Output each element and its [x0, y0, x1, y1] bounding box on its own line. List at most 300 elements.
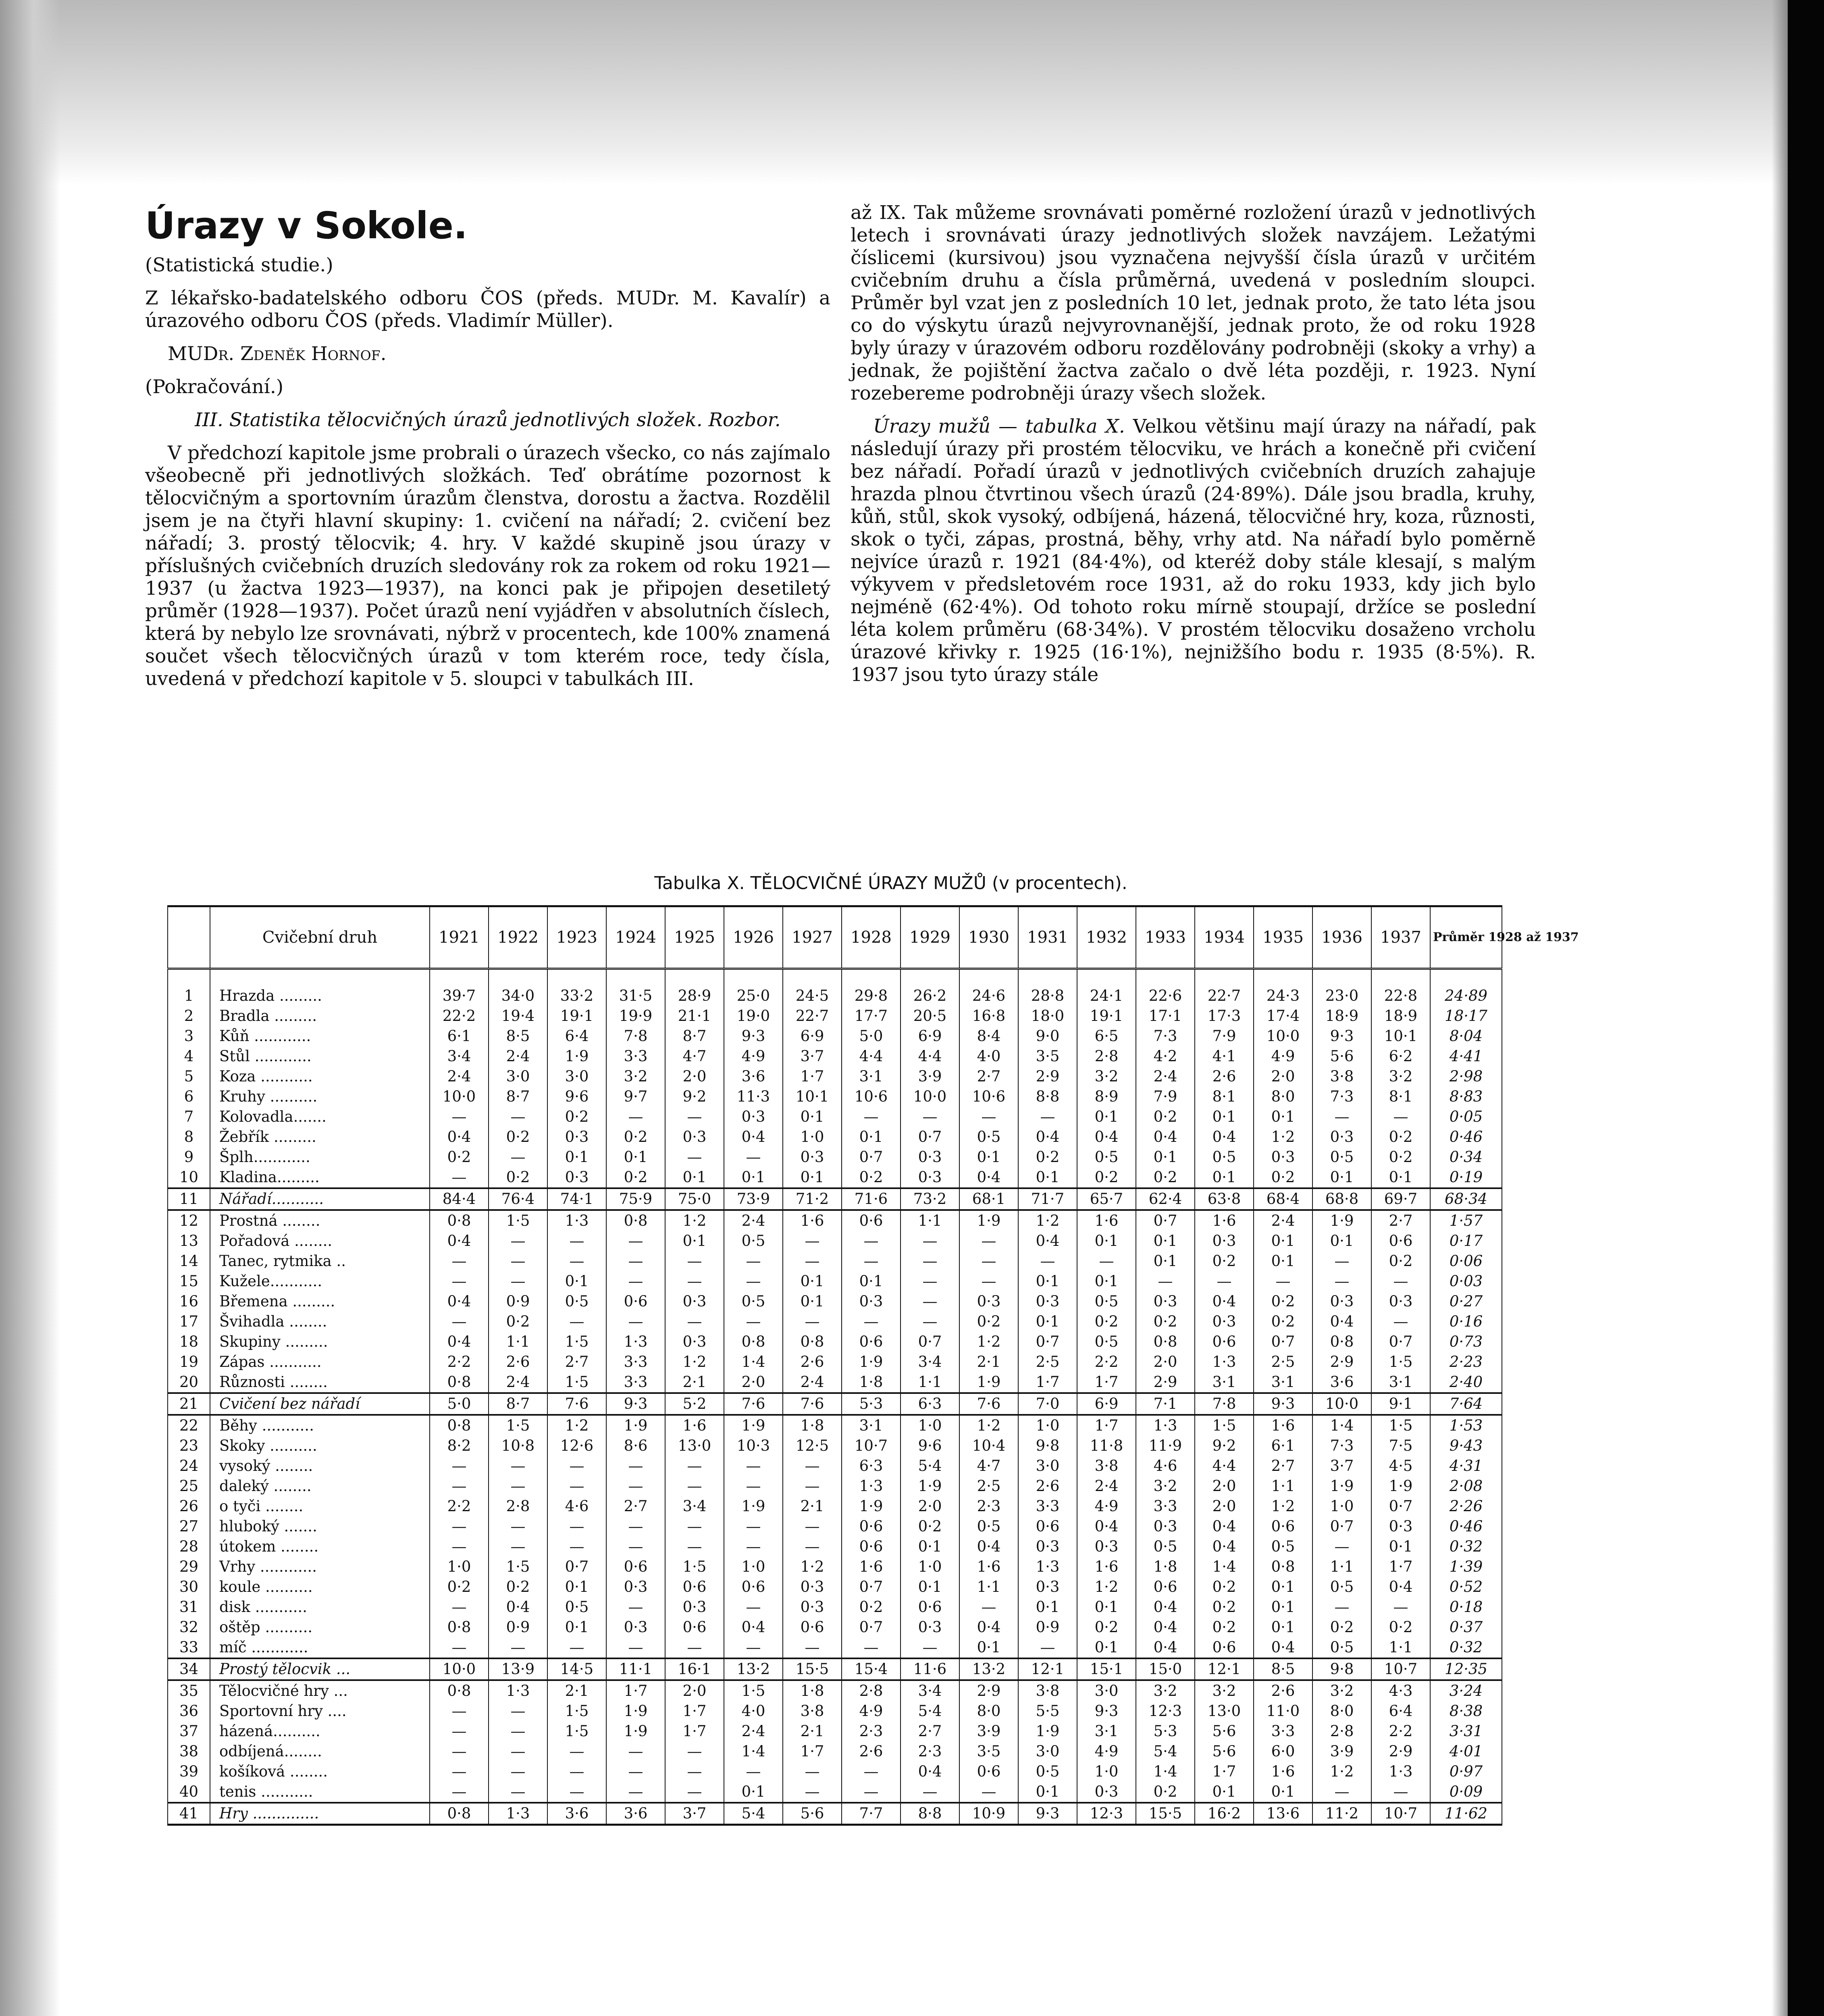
- cell-value: 69·7: [1371, 1188, 1430, 1210]
- cell-value: 0·8: [606, 1210, 665, 1231]
- cell-value: 0·2: [430, 1577, 489, 1597]
- header-year: 1924: [606, 906, 665, 969]
- cell-value: 5·4: [1136, 1741, 1195, 1762]
- cell-value: —: [606, 1107, 665, 1127]
- cell-value: 18·9: [1312, 1006, 1371, 1026]
- cell-value: 2·2: [430, 1496, 489, 1516]
- cell-value: —: [606, 1251, 665, 1271]
- cell-value: 2·6: [783, 1352, 842, 1372]
- cell-average: 0·17: [1430, 1231, 1502, 1251]
- cell-value: 3·4: [665, 1496, 724, 1516]
- cell-value: 0·3: [665, 1597, 724, 1617]
- table-header-row: [168, 906, 1502, 969]
- cell-value: 0·3: [665, 1291, 724, 1312]
- cell-value: 4·0: [959, 1046, 1018, 1066]
- cell-value: 1·7: [606, 1680, 665, 1701]
- cell-value: 3·1: [1371, 1372, 1430, 1393]
- cell-value: —: [606, 1476, 665, 1496]
- cell-value: 0·6: [1371, 1231, 1430, 1251]
- cell-value: 3·8: [1018, 1680, 1077, 1701]
- header-year: 1933: [1136, 906, 1195, 969]
- cell-value: 3·0: [1077, 1680, 1136, 1701]
- cell-value: —: [901, 1271, 959, 1291]
- cell-value: 1·5: [547, 1332, 606, 1352]
- cell-value: 0·2: [606, 1167, 665, 1188]
- row-number: 12: [168, 1210, 210, 1231]
- cell-value: 0·4: [430, 1231, 489, 1251]
- cell-value: 2·3: [901, 1741, 959, 1762]
- cell-value: 0·7: [842, 1577, 901, 1597]
- cell-value: 1·2: [547, 1415, 606, 1436]
- cell-value: 13·0: [1195, 1701, 1254, 1721]
- cell-value: 1·9: [724, 1496, 783, 1516]
- cell-value: 3·7: [665, 1803, 724, 1825]
- cell-value: 0·1: [547, 1577, 606, 1597]
- cell-value: —: [959, 1231, 1018, 1251]
- cell-value: 0·3: [547, 1167, 606, 1188]
- header-year: 1929: [901, 906, 959, 969]
- cell-value: 1·9: [606, 1701, 665, 1721]
- cell-value: 5·6: [1195, 1741, 1254, 1762]
- cell-value: 3·1: [1195, 1372, 1254, 1393]
- cell-value: —: [1195, 1271, 1254, 1291]
- cell-value: 4·7: [665, 1046, 724, 1066]
- row-number: 13: [168, 1231, 210, 1251]
- cell-value: 1·5: [547, 1721, 606, 1741]
- row-label: odbíjená........: [210, 1741, 430, 1762]
- cell-value: —: [489, 1782, 547, 1803]
- cell-average: 4·31: [1430, 1456, 1502, 1476]
- cell-value: 1·0: [1077, 1762, 1136, 1782]
- cell-value: 9·2: [1195, 1436, 1254, 1456]
- cell-value: —: [547, 1251, 606, 1271]
- cell-value: 8·7: [665, 1026, 724, 1046]
- cell-value: 20·5: [901, 1006, 959, 1026]
- cell-value: 3·2: [1077, 1066, 1136, 1087]
- cell-value: 73·9: [724, 1188, 783, 1210]
- cell-value: 0·1: [1371, 1167, 1430, 1188]
- cell-value: 1·9: [547, 1046, 606, 1066]
- cell-average: 9·43: [1430, 1436, 1502, 1456]
- cell-value: 1·9: [1018, 1721, 1077, 1741]
- cell-value: 0·7: [1371, 1496, 1430, 1516]
- cell-value: —: [724, 1516, 783, 1537]
- cell-value: —: [430, 1167, 489, 1188]
- cell-value: —: [665, 1147, 724, 1167]
- row-number: 1: [168, 969, 210, 1006]
- cell-average: 2·40: [1430, 1372, 1502, 1393]
- cell-value: 2·5: [1254, 1352, 1312, 1372]
- cell-value: —: [1077, 1251, 1136, 1271]
- cell-value: 8·0: [959, 1701, 1018, 1721]
- cell-value: 0·2: [489, 1312, 547, 1332]
- cell-value: 0·3: [1371, 1291, 1430, 1312]
- cell-value: 9·6: [901, 1436, 959, 1456]
- cell-value: 1·3: [1371, 1762, 1430, 1782]
- cell-value: 0·5: [1254, 1537, 1312, 1557]
- right-paragraph-2: [851, 415, 1536, 686]
- cell-value: 1·5: [665, 1557, 724, 1577]
- header-year: 1931: [1018, 906, 1077, 969]
- cell-value: 0·1: [606, 1147, 665, 1167]
- article-subtitle: (Statistická studie.): [145, 254, 333, 276]
- cell-value: 2·4: [783, 1372, 842, 1393]
- cell-value: 71·7: [1018, 1188, 1077, 1210]
- cell-value: 2·4: [1077, 1476, 1136, 1496]
- cell-value: —: [1254, 1271, 1312, 1291]
- table-row: [168, 1597, 1502, 1617]
- cell-value: 0·2: [1254, 1167, 1312, 1188]
- cell-value: 0·8: [430, 1803, 489, 1825]
- row-label: Šplh............: [210, 1147, 430, 1167]
- cell-value: 0·1: [1254, 1231, 1312, 1251]
- cell-value: 5·4: [724, 1803, 783, 1825]
- cell-value: 0·3: [901, 1147, 959, 1167]
- cell-value: 1·3: [1195, 1352, 1254, 1372]
- cell-value: 3·2: [1136, 1680, 1195, 1701]
- row-number: 34: [168, 1658, 210, 1680]
- cell-value: 0·1: [1136, 1251, 1195, 1271]
- cell-value: 84·4: [430, 1188, 489, 1210]
- cell-value: 0·7: [842, 1147, 901, 1167]
- row-label: Kolovadla.......: [210, 1107, 430, 1127]
- cell-value: 9·6: [547, 1087, 606, 1107]
- cell-value: 0·6: [1136, 1577, 1195, 1597]
- cell-average: 0·73: [1430, 1332, 1502, 1352]
- cell-value: 9·3: [606, 1393, 665, 1415]
- row-label: Tělocvičné hry ...: [210, 1680, 430, 1701]
- cell-value: 0·1: [1195, 1782, 1254, 1803]
- cell-value: 10·8: [489, 1436, 547, 1456]
- cell-value: 1·5: [1195, 1415, 1254, 1436]
- cell-average: 0·32: [1430, 1637, 1502, 1658]
- cell-average: 0·06: [1430, 1251, 1502, 1271]
- cell-value: —: [489, 1231, 547, 1251]
- cell-value: 4·0: [724, 1701, 783, 1721]
- table-row: [168, 1680, 1502, 1701]
- cell-value: 13·6: [1254, 1803, 1312, 1825]
- row-label: hluboký .......: [210, 1516, 430, 1537]
- article-title: Úrazy v Sokole.: [145, 204, 468, 247]
- cell-value: 1·6: [959, 1557, 1018, 1577]
- cell-value: 0·5: [1018, 1762, 1077, 1782]
- cell-value: 0·5: [1312, 1147, 1371, 1167]
- cell-value: 0·2: [1254, 1312, 1312, 1332]
- cell-value: 2·6: [1018, 1476, 1077, 1496]
- cell-value: 0·6: [842, 1537, 901, 1557]
- cell-value: —: [783, 1312, 842, 1332]
- cell-average: 7·64: [1430, 1393, 1502, 1415]
- right-column: [851, 202, 1536, 697]
- cell-value: 3·3: [1136, 1496, 1195, 1516]
- cell-value: 3·0: [489, 1066, 547, 1087]
- cell-value: —: [959, 1107, 1018, 1127]
- row-number: 30: [168, 1577, 210, 1597]
- row-label: Zápas ...........: [210, 1352, 430, 1372]
- table-row: [168, 1231, 1502, 1251]
- cell-value: 1·3: [842, 1476, 901, 1496]
- cell-value: 3·2: [606, 1066, 665, 1087]
- cell-value: 25·0: [724, 969, 783, 1006]
- cell-value: 6·9: [901, 1026, 959, 1046]
- cell-value: —: [606, 1782, 665, 1803]
- cell-value: 2·0: [901, 1496, 959, 1516]
- cell-value: 5·6: [1312, 1046, 1371, 1066]
- cell-value: —: [1018, 1107, 1077, 1127]
- cell-value: 0·8: [430, 1617, 489, 1637]
- cell-value: 7·3: [1136, 1026, 1195, 1046]
- cell-value: —: [547, 1741, 606, 1762]
- cell-value: —: [547, 1762, 606, 1782]
- cell-value: 1·9: [724, 1415, 783, 1436]
- cell-value: 0·9: [489, 1291, 547, 1312]
- cell-value: —: [842, 1312, 901, 1332]
- cell-value: —: [430, 1516, 489, 1537]
- cell-value: 1·4: [724, 1741, 783, 1762]
- cell-value: 8·6: [606, 1436, 665, 1456]
- cell-value: 1·6: [1077, 1210, 1136, 1231]
- table-row: [168, 1127, 1502, 1147]
- cell-value: 0·3: [665, 1332, 724, 1352]
- cell-value: 2·1: [547, 1680, 606, 1701]
- cell-value: 0·3: [1018, 1577, 1077, 1597]
- cell-value: —: [783, 1251, 842, 1271]
- cell-value: 1·9: [606, 1721, 665, 1741]
- cell-value: 1·8: [842, 1372, 901, 1393]
- cell-value: 0·2: [1136, 1312, 1195, 1332]
- cell-value: —: [606, 1537, 665, 1557]
- cell-value: 7·6: [547, 1393, 606, 1415]
- cell-value: 62·4: [1136, 1188, 1195, 1210]
- cell-value: 0·1: [783, 1291, 842, 1312]
- left-paragraph: V předchozí kapitole jsme probrali o úrazech všecko, co nás zajímalo všeobecně při jednotlivých složkách. Teď obrátíme pozornost k tělocvičným a sportovním úrazům členstva, dorostu a žactva. Rozdělil jsem je na čtyři hlavní skupiny: 1. cvičení na nářadí; 2. cvičení bez nářadí; 3. prostý tělocvik; 4. hry. V každé skupině jsou úrazy v příslušných cvičebních druzích sledovány rok za rokem od roku 1921—1937 (u žactva 1923—1937), na konci pak je připojen desetiletý průměr (1928—1937). Počet úrazů není vyjádřen v absolutních číslech, která by nebylo lze srovnávati, nýbrž v procentech, kde 100% znamená součet všech tělocvičných úrazů v tom kterém roce, tedy čísla, uvedená v předchozí kapitole v 5. sloupci v tabulkách III.: [145, 442, 830, 690]
- cell-value: 73·2: [901, 1188, 959, 1210]
- cell-value: 0·7: [1136, 1210, 1195, 1231]
- cell-value: 0·2: [1195, 1597, 1254, 1617]
- cell-value: 0·6: [1018, 1516, 1077, 1537]
- cell-value: 0·1: [1077, 1271, 1136, 1291]
- cell-value: —: [665, 1456, 724, 1476]
- cell-value: 10·0: [430, 1658, 489, 1680]
- cell-value: —: [842, 1637, 901, 1658]
- row-label: Bradla .........: [210, 1006, 430, 1026]
- cell-value: 71·6: [842, 1188, 901, 1210]
- cell-value: —: [901, 1231, 959, 1251]
- table-caption: Tabulka X. TĚLOCVIČNÉ ÚRAZY MUŽŮ (v procentech).: [654, 873, 1127, 893]
- cell-value: 2·1: [783, 1496, 842, 1516]
- cell-value: 12·5: [783, 1436, 842, 1456]
- cell-value: —: [724, 1251, 783, 1271]
- cell-value: —: [430, 1701, 489, 1721]
- cell-value: 3·5: [959, 1741, 1018, 1762]
- cell-value: 0·3: [1312, 1127, 1371, 1147]
- cell-value: 12·3: [1077, 1803, 1136, 1825]
- table-row: [168, 1046, 1502, 1066]
- cell-value: 6·2: [1371, 1046, 1430, 1066]
- cell-value: 10·0: [901, 1087, 959, 1107]
- cell-value: 2·9: [1136, 1372, 1195, 1393]
- table-row: [168, 1332, 1502, 1352]
- cell-value: 0·2: [1136, 1782, 1195, 1803]
- row-number: 19: [168, 1352, 210, 1372]
- cell-value: 2·4: [724, 1721, 783, 1741]
- cell-value: —: [547, 1476, 606, 1496]
- cell-average: 18·17: [1430, 1006, 1502, 1026]
- cell-value: 1·3: [547, 1210, 606, 1231]
- row-number: 11: [168, 1188, 210, 1210]
- cell-value: 0·4: [1195, 1127, 1254, 1147]
- cell-value: 2·5: [959, 1476, 1018, 1496]
- cell-average: 1·53: [1430, 1415, 1502, 1436]
- cell-value: —: [430, 1312, 489, 1332]
- cell-value: 10·0: [430, 1087, 489, 1107]
- cell-value: 16·2: [1195, 1803, 1254, 1825]
- cell-value: 4·6: [547, 1496, 606, 1516]
- cell-value: 76·4: [489, 1188, 547, 1210]
- table-row: [168, 1352, 1502, 1372]
- cell-value: 0·1: [1077, 1231, 1136, 1251]
- row-label: Skupiny .........: [210, 1332, 430, 1352]
- cell-value: 7·7: [842, 1803, 901, 1825]
- cell-value: 2·6: [1195, 1066, 1254, 1087]
- cell-value: —: [665, 1782, 724, 1803]
- cell-average: 8·83: [1430, 1087, 1502, 1107]
- cell-value: 0·5: [1077, 1147, 1136, 1167]
- cell-value: 0·9: [489, 1617, 547, 1637]
- cell-value: 2·6: [489, 1352, 547, 1372]
- cell-value: 0·3: [1371, 1516, 1430, 1537]
- cell-value: 6·3: [842, 1456, 901, 1476]
- cell-value: 11·6: [901, 1658, 959, 1680]
- cell-average: 0·46: [1430, 1516, 1502, 1537]
- row-label: Běhy ...........: [210, 1415, 430, 1436]
- row-number: 31: [168, 1597, 210, 1617]
- cell-value: 0·6: [783, 1617, 842, 1637]
- cell-value: —: [724, 1312, 783, 1332]
- cell-value: 13·2: [959, 1658, 1018, 1680]
- cell-value: 0·2: [606, 1127, 665, 1147]
- cell-value: 10·1: [1371, 1026, 1430, 1046]
- cell-value: 22·6: [1136, 969, 1195, 1006]
- cell-value: 3·2: [1195, 1680, 1254, 1701]
- cell-value: 0·4: [1077, 1127, 1136, 1147]
- row-label: Břemena .........: [210, 1291, 430, 1312]
- cell-value: 10·7: [842, 1436, 901, 1456]
- cell-value: 1·9: [842, 1496, 901, 1516]
- cell-value: —: [783, 1537, 842, 1557]
- cell-value: —: [724, 1537, 783, 1557]
- cell-value: —: [724, 1637, 783, 1658]
- cell-value: 4·4: [842, 1046, 901, 1066]
- cell-average: 0·37: [1430, 1617, 1502, 1637]
- cell-value: 1·5: [489, 1557, 547, 1577]
- cell-value: —: [665, 1637, 724, 1658]
- cell-value: —: [606, 1741, 665, 1762]
- cell-value: 0·2: [430, 1147, 489, 1167]
- cell-average: 12·35: [1430, 1658, 1502, 1680]
- cell-value: 1·5: [489, 1210, 547, 1231]
- cell-value: —: [1312, 1597, 1371, 1617]
- cell-value: 0·3: [1077, 1537, 1136, 1557]
- cell-value: 1·9: [959, 1372, 1018, 1393]
- row-number: 40: [168, 1782, 210, 1803]
- cell-value: —: [430, 1271, 489, 1291]
- cell-value: 1·1: [1371, 1637, 1430, 1658]
- cell-value: 0·9: [1018, 1617, 1077, 1637]
- cell-value: —: [901, 1312, 959, 1332]
- scan-shadow-left: [0, 0, 60, 2016]
- header-year: 1925: [665, 906, 724, 969]
- cell-value: 4·9: [1254, 1046, 1312, 1066]
- row-label: Tanec, rytmika ..: [210, 1251, 430, 1271]
- cell-value: 9·3: [724, 1026, 783, 1046]
- cell-value: 1·0: [724, 1557, 783, 1577]
- cell-value: 8·7: [489, 1087, 547, 1107]
- table-row: [168, 1762, 1502, 1782]
- cell-value: 0·8: [1312, 1332, 1371, 1352]
- cell-value: 1·3: [489, 1803, 547, 1825]
- cell-value: 0·3: [724, 1107, 783, 1127]
- cell-value: 0·1: [547, 1147, 606, 1167]
- cell-value: 68·1: [959, 1188, 1018, 1210]
- cell-value: —: [430, 1476, 489, 1496]
- cell-value: 1·1: [901, 1372, 959, 1393]
- cell-value: —: [724, 1476, 783, 1496]
- cell-value: —: [842, 1251, 901, 1271]
- cell-value: 24·3: [1254, 969, 1312, 1006]
- header-year: 1927: [783, 906, 842, 969]
- cell-value: 0·3: [1077, 1782, 1136, 1803]
- row-label: Kůň ............: [210, 1026, 430, 1046]
- cell-value: 0·6: [842, 1332, 901, 1352]
- cell-value: 3·7: [783, 1046, 842, 1066]
- row-label: Cvičení bez nářadí: [210, 1393, 430, 1415]
- cell-value: 6·5: [1077, 1026, 1136, 1046]
- cell-value: 0·5: [1077, 1291, 1136, 1312]
- cell-average: 2·08: [1430, 1476, 1502, 1496]
- cell-value: 0·2: [1018, 1147, 1077, 1167]
- row-label: Žebřík .........: [210, 1127, 430, 1147]
- cell-value: —: [1371, 1597, 1430, 1617]
- cell-value: 4·9: [724, 1046, 783, 1066]
- cell-value: 2·1: [959, 1352, 1018, 1372]
- cell-value: 1·0: [1312, 1496, 1371, 1516]
- cell-value: 0·1: [724, 1782, 783, 1803]
- cell-value: 0·6: [665, 1617, 724, 1637]
- cell-value: 0·1: [1254, 1782, 1312, 1803]
- cell-value: 0·4: [1195, 1291, 1254, 1312]
- cell-average: 0·52: [1430, 1577, 1502, 1597]
- cell-value: 3·2: [1136, 1476, 1195, 1496]
- cell-value: 0·5: [547, 1597, 606, 1617]
- cell-value: 0·4: [959, 1617, 1018, 1637]
- row-label: Hrazda .........: [210, 969, 430, 1006]
- cell-value: 4·5: [1371, 1456, 1430, 1476]
- header-label: Cvičební druh: [210, 906, 430, 969]
- cell-value: 3·6: [606, 1803, 665, 1825]
- cell-value: 15·0: [1136, 1658, 1195, 1680]
- cell-value: 11·3: [724, 1087, 783, 1107]
- cell-value: —: [1371, 1782, 1430, 1803]
- cell-value: —: [430, 1107, 489, 1127]
- cell-value: —: [430, 1782, 489, 1803]
- cell-value: 2·0: [1136, 1352, 1195, 1372]
- cell-value: 6·1: [1254, 1436, 1312, 1456]
- cell-value: 0·4: [489, 1597, 547, 1617]
- header-year: 1923: [547, 906, 606, 969]
- cell-value: 2·5: [1018, 1352, 1077, 1372]
- header-year: 1932: [1077, 906, 1136, 969]
